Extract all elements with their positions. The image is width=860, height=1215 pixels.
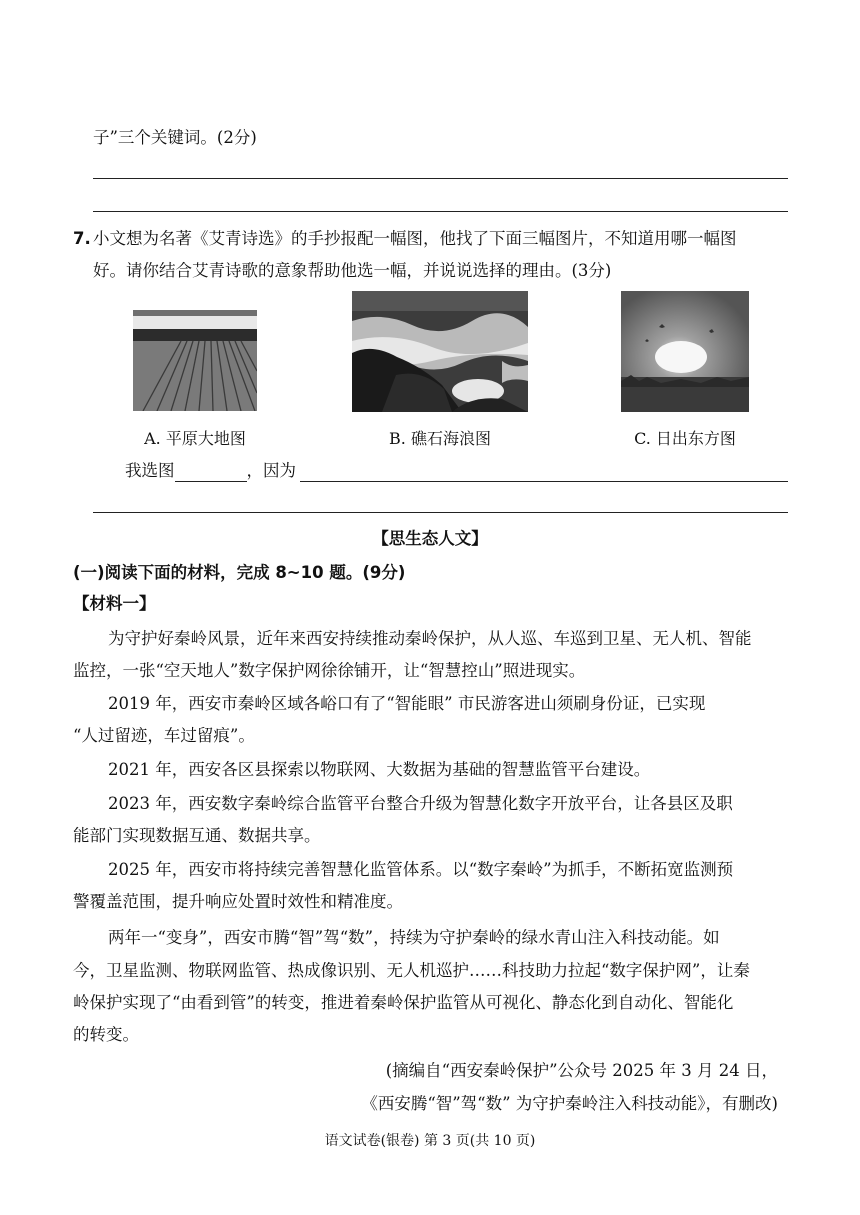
- closing-line-2: 今，卫星监测、物联网监管、热成像识别、无人机巡护……科技助力拉起“数字保护网”，让秦: [73, 961, 750, 980]
- closing-line-3: 岭保护实现了“由看到管”的转变，推进着秦岭保护监管从可视化、静态化到自动化、智能化: [73, 993, 734, 1012]
- sunrise-image: [621, 291, 749, 412]
- page-footer: 语文试卷(银卷) 第 3 页(共 10 页): [324, 1133, 536, 1149]
- paragraph-2-line-2: “人过留迹，车过留痕”。: [73, 726, 255, 745]
- paragraph-2-line-1: 2019 年，西安市秦岭区域各峪口有了“智能眼” 市民游客进山须刷身份证，已实现: [108, 694, 706, 713]
- closing-line-1: 两年一“变身”，西安市腾“智”驾“数”，持续为守护秦岭的绿水青山注入科技动能。如: [108, 928, 720, 947]
- q7-number: 7.: [73, 229, 91, 248]
- part-heading: (一)阅读下面的材料，完成 8~10 题。(9分): [73, 563, 406, 582]
- source-line-2: 《西安腾“智”驾“数” 为守护秦岭注入科技动能》，有删改): [361, 1094, 778, 1113]
- q7-line-1: 小文想为名著《艾青诗选》的手抄报配一幅图，他找了下面三幅图片，不知道用哪一幅图: [93, 229, 737, 248]
- image-c-caption: C. 日出东方图: [634, 429, 736, 448]
- image-choice-blank[interactable]: [175, 463, 247, 482]
- source-line-1: (摘编自“西安秦岭保护”公众号 2025 年 3 月 24 日，: [385, 1061, 778, 1080]
- answer-line: [93, 178, 788, 179]
- paragraph-1-line-1: 为守护好秦岭风景，近年来西安持续推动秦岭保护，从人巡、车巡到卫星、无人机、智能: [108, 629, 752, 648]
- q7-line-2: 好。请你结合艾青诗歌的意象帮助他选一幅，并说说选择的理由。(3分): [93, 261, 612, 280]
- answer-because: ，因为: [246, 461, 296, 480]
- reason-answer-line[interactable]: [300, 481, 788, 482]
- answer-line: [93, 512, 788, 513]
- q6-tail-text: 子”三个关键词。(2分): [93, 128, 257, 147]
- image-b-caption: B. 礁石海浪图: [389, 429, 491, 448]
- closing-line-4: 的转变。: [73, 1025, 139, 1044]
- paragraph-5-line-2: 警覆盖范围，提升响应处置时效性和精准度。: [73, 892, 403, 911]
- paragraph-1-line-2: 监控，一张“空天地人”数字保护网徐徐铺开，让“智慧控山”照进现实。: [73, 661, 586, 680]
- paragraph-4-line-1: 2023 年，西安数字秦岭综合监管平台整合升级为智慧化数字开放平台，让各县区及职: [108, 794, 733, 813]
- section-title: 【思生态人文】: [372, 529, 488, 548]
- answer-prefix: 我选图: [125, 461, 175, 480]
- q7-answer-row: [125, 460, 296, 482]
- image-a-caption: A. 平原大地图: [144, 429, 246, 448]
- answer-line: [93, 211, 788, 212]
- reef-waves-image: [352, 291, 528, 412]
- paragraph-5-line-1: 2025 年，西安市将持续完善智慧化监管体系。以“数字秦岭”为抓手，不断拓宽监测预: [108, 860, 734, 879]
- paragraph-4-line-2: 能部门实现数据互通、数据共享。: [73, 826, 321, 845]
- material-one-label: 【材料一】: [73, 594, 156, 613]
- paragraph-3-line-1: 2021 年，西安各区县探索以物联网、大数据为基础的智慧监管平台建设。: [108, 760, 651, 779]
- plain-land-image: [133, 305, 257, 411]
